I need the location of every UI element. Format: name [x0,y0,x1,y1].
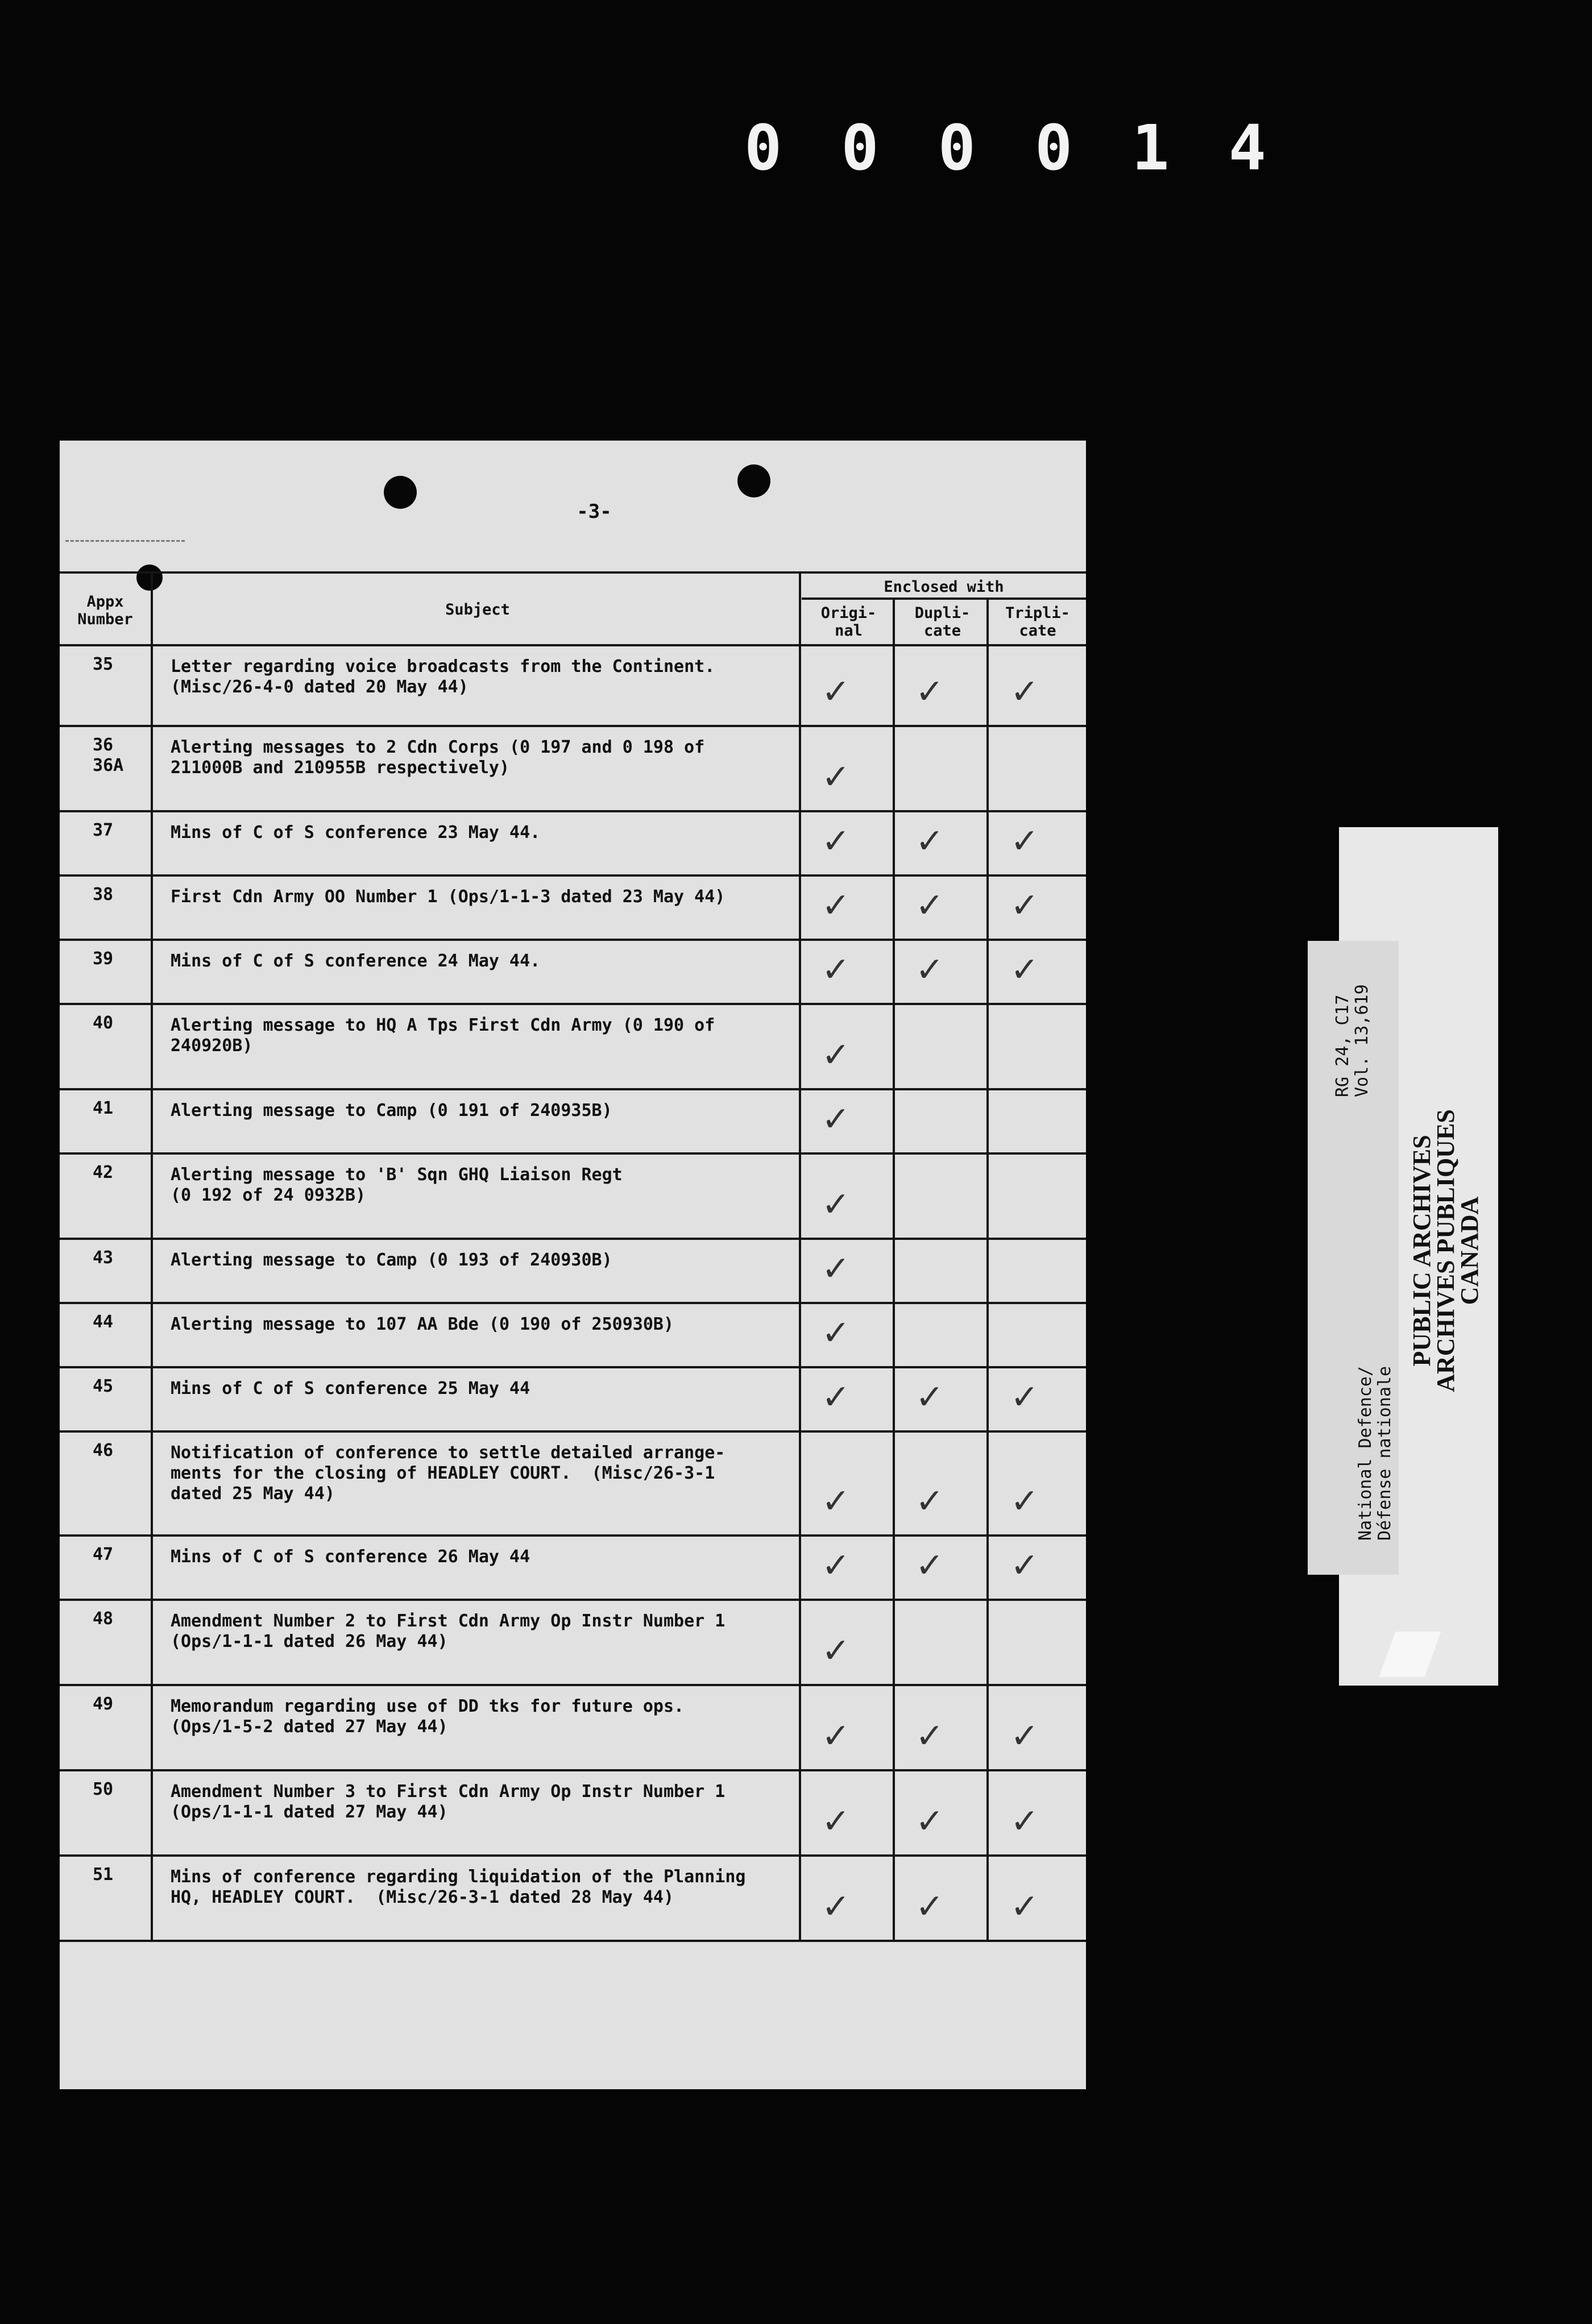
row-rule [60,1534,1086,1537]
enclosed-rule [802,597,1086,600]
row-rule [60,1430,1086,1433]
appx-number: 45 [93,1376,114,1396]
frame-number [733,111,1279,184]
row-rule [60,810,1086,812]
appx-number: 43 [93,1248,114,1268]
header-triplicate [989,604,1086,640]
check-mark-original: ✓ [822,1377,851,1417]
header-duplicate [896,604,989,640]
check-mark-original: ✓ [822,1313,851,1353]
check-mark-triplicate: ✓ [1010,1546,1039,1586]
archive-dept-line-2: Défense nationale [1375,1366,1395,1541]
frame-digit: 0 [744,111,785,184]
row-subject: Amendment Number 2 to First Cdn Army Op Instr Number 1 (Ops/1-1-1 dated 26 May 44) [171,1611,725,1651]
row-subject: Mins of C of S conference 26 May 44 [171,1547,530,1567]
row-subject: Amendment Number 3 to First Cdn Army Op Instr Number 1 (Ops/1-1-1 dated 27 May 44) [171,1782,725,1822]
archive-title-line-1: PUBLIC ARCHIVES [1408,1135,1436,1367]
check-mark-duplicate: ✓ [915,950,944,990]
check-mark-original: ✓ [822,886,851,926]
archive-title-line-2: ARCHIVES PUBLIQUES [1432,1109,1460,1392]
appx-number: 46 [93,1441,114,1460]
check-mark-original: ✓ [822,1185,851,1225]
archive-ref-line-1: RG 24, C17 [1333,994,1353,1097]
check-mark-original: ✓ [822,1481,851,1521]
appx-number: 41 [93,1098,114,1118]
row-subject: Alerting messages to 2 Cdn Corps (0 197 and 0 198 of 211000B and 210955B respectively) [171,737,705,778]
check-mark-original: ✓ [822,1035,851,1075]
header-enclosed-with: Enclosed with [884,578,1004,596]
appx-number: 47 [93,1545,114,1564]
header-appx-number [60,593,151,628]
check-mark-original: ✓ [822,821,851,861]
punch-hole-left [384,476,417,509]
appx-number: 51 [93,1865,114,1885]
appendix-table [60,571,1086,1944]
header-appx-line-1: Appx [86,593,124,611]
check-mark-triplicate: ✓ [1010,1481,1039,1521]
archive-title-line-3: CANADA [1456,1196,1483,1305]
row-rule [60,1302,1086,1304]
row-subject: Mins of C of S conference 24 May 44. [171,951,541,971]
document-page [60,441,1086,2089]
check-mark-original: ✓ [822,1716,851,1756]
check-mark-duplicate: ✓ [915,672,944,712]
check-mark-original: ✓ [822,950,851,990]
row-subject: Memorandum regarding use of DD tks for future ops. (Ops/1-5-2 dated 27 May 44) [171,1696,685,1737]
row-rule [60,1088,1086,1090]
check-mark-triplicate: ✓ [1010,1802,1039,1841]
punch-hole-right [737,464,770,497]
check-mark-triplicate: ✓ [1010,1887,1039,1927]
check-mark-duplicate: ✓ [915,1802,944,1841]
row-rule [60,1152,1086,1155]
check-mark-triplicate: ✓ [1010,672,1039,712]
check-mark-original: ✓ [822,757,851,797]
row-subject: Alerting message to 107 AA Bde (0 190 of 250930B) [171,1314,674,1334]
row-rule [60,874,1086,877]
row-subject: Letter regarding voice broadcasts from the Continent. (Misc/26-4-0 dated 20 May 44) [171,657,715,697]
check-mark-triplicate: ✓ [1010,821,1039,861]
appx-number: 49 [93,1694,114,1714]
check-mark-original: ✓ [822,1099,851,1139]
header-triplicate-line-2: cate [1019,622,1056,640]
row-rule [60,1940,1086,1942]
check-mark-duplicate: ✓ [915,821,944,861]
row-subject: Alerting message to Camp (0 191 of 240935B) [171,1101,612,1120]
header-appx-line-2: Number [77,611,133,628]
appx-number: 37 [93,820,114,840]
check-mark-duplicate: ✓ [915,1716,944,1756]
appx-number: 50 [93,1779,114,1799]
check-mark-triplicate: ✓ [1010,886,1039,926]
frame-digit: 0 [841,111,881,184]
check-mark-duplicate: ✓ [915,1887,944,1927]
frame-digit: 1 [1131,111,1172,184]
archive-title [1410,1092,1482,1410]
header-original-line-2: nal [835,622,863,640]
row-subject: First Cdn Army OO Number 1 (Ops/1-1-3 dated 23 May 44) [171,887,725,907]
row-subject: Mins of conference regarding liquidation of the Planning HQ, HEADLEY COURT. (Misc/26-3-1 dated 28 May 44) [171,1867,746,1907]
row-subject: Alerting message to Camp (0 193 of 240930B) [171,1250,612,1270]
table-top-rule [60,571,1086,574]
row-subject: Alerting message to HQ A Tps First Cdn Army (0 190 of 240920B) [171,1015,715,1056]
header-original-line-1: Origi- [820,604,877,622]
check-mark-original: ✓ [822,1802,851,1841]
appx-number: 38 [93,885,114,904]
row-rule [60,725,1086,727]
archive-dept-line-1: National Defence/ [1355,1366,1375,1541]
row-subject: Mins of C of S conference 23 May 44. [171,823,541,843]
header-duplicate-line-2: cate [923,622,961,640]
frame-digit: 4 [1228,111,1268,184]
row-rule [60,1003,1086,1005]
appx-number: 42 [93,1163,114,1182]
dashed-rule [65,540,185,542]
header-subject: Subject [445,601,510,619]
header-bottom-rule [60,644,1086,646]
appx-number: 40 [93,1013,114,1033]
appx-number: 36 36A [93,735,124,775]
check-mark-duplicate: ✓ [915,1481,944,1521]
check-mark-original: ✓ [822,1249,851,1289]
column-rule [799,571,801,1940]
appx-number: 39 [93,949,114,969]
row-rule [60,1684,1086,1686]
row-subject: Alerting message to 'B' Sqn GHQ Liaison Regt (0 192 of 24 0932B) [171,1165,623,1205]
archive-department [1356,1366,1395,1541]
check-mark-duplicate: ✓ [915,886,944,926]
row-rule [60,1599,1086,1601]
column-rule [893,597,895,1940]
column-rule [986,597,989,1940]
appx-number: 35 [93,654,114,674]
archive-reference [1333,984,1372,1097]
column-rule [151,571,153,1940]
check-mark-original: ✓ [822,1887,851,1927]
row-rule [60,1769,1086,1771]
page-number: -3- [577,500,612,523]
frame-digit: 0 [1035,111,1075,184]
appx-number: 44 [93,1312,114,1332]
row-rule [60,1238,1086,1240]
check-mark-triplicate: ✓ [1010,1716,1039,1756]
row-subject: Notification of conference to settle detailed arrange- ments for the closing of HEADLEY COURT. (Misc/26-3-1 dated 25 May 44) [171,1443,725,1504]
check-mark-triplicate: ✓ [1010,1377,1039,1417]
row-rule [60,1854,1086,1857]
header-duplicate-line-1: Dupli- [914,604,971,622]
row-rule [60,939,1086,941]
appx-number: 48 [93,1609,114,1629]
check-mark-triplicate: ✓ [1010,950,1039,990]
archive-ref-line-2: Vol. 13,619 [1352,984,1372,1097]
check-mark-original: ✓ [822,1631,851,1671]
frame-digit: 0 [938,111,978,184]
row-subject: Mins of C of S conference 25 May 44 [171,1379,530,1398]
check-mark-duplicate: ✓ [915,1377,944,1417]
header-original [802,604,896,640]
check-mark-duplicate: ✓ [915,1546,944,1586]
row-rule [60,1366,1086,1368]
check-mark-original: ✓ [822,1546,851,1586]
check-mark-original: ✓ [822,672,851,712]
header-triplicate-line-1: Tripli- [1005,604,1070,622]
